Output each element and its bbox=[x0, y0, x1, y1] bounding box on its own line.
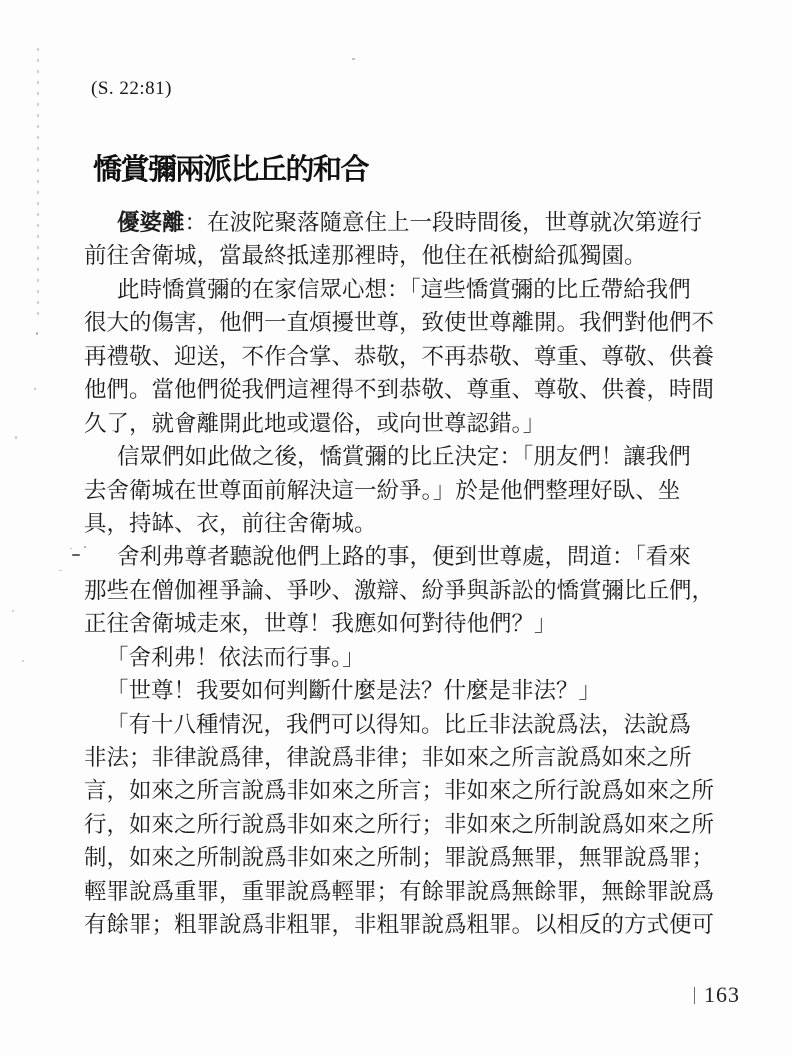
paragraph bbox=[84, 674, 744, 707]
scan-speck bbox=[15, 436, 17, 439]
text-line: 前往舍衛城，當最終抵達那裡時，他住在祇樹給孤獨園。 bbox=[84, 243, 647, 269]
speaker-name: 優婆離 bbox=[117, 210, 185, 235]
text-line: 「世尊！我要如何判斷什麼是法？什麼是非法？」 bbox=[106, 678, 602, 704]
text-line: 優婆離：在波陀聚落隨意住上一段時間後，世尊就次第遊行 bbox=[117, 210, 703, 235]
text-line: 正往舍衛城走來，世尊！我應如何對待他們？」 bbox=[84, 611, 557, 637]
text-line: 久了，就會離開此地或還俗，或向世尊認錯。」 bbox=[84, 410, 546, 436]
text-line: 他們。當他們從我們這裡得不到恭敬、尊重、尊敬、供養，時間 bbox=[84, 377, 715, 403]
page-number: 163 bbox=[704, 982, 740, 1007]
text-line: 行，如來之所行說爲非如來之所行；非如來之所制說爲如來之所 bbox=[84, 811, 715, 837]
paragraph bbox=[84, 206, 744, 273]
page-footer bbox=[694, 982, 740, 1008]
scan-speck bbox=[352, 58, 355, 60]
text-line: 「有十八種情況，我們可以得知。比丘非法說爲法，法說爲 bbox=[106, 711, 692, 737]
text-line: 舍利弗尊者聽說他們上路的事，便到世尊處，問道：「看來 bbox=[117, 544, 691, 570]
binding-scan-artifact bbox=[37, 48, 39, 316]
scan-speck bbox=[34, 388, 36, 390]
text-line: 此時憍賞彌的在家信眾心想：「這些憍賞彌的比丘帶給我們 bbox=[117, 276, 691, 302]
body-text bbox=[84, 206, 744, 942]
chapter-title: 憍賞彌兩派比丘的和合 bbox=[93, 154, 369, 187]
scan-speck bbox=[12, 610, 14, 612]
text-line: 再禮敬、迎送，不作合掌、恭敬，不再恭敬、尊重、尊敬、供養 bbox=[84, 343, 715, 369]
sutta-reference: (S. 22:81) bbox=[91, 78, 172, 99]
text-line: 有餘罪；粗罪說爲非粗罪，非粗罪說爲粗罪。以相反的方式便可 bbox=[84, 912, 715, 938]
scan-speck bbox=[70, 548, 72, 549]
text-line: 那些在僧伽裡爭論、爭吵、激辯、紛爭與訴訟的憍賞彌比丘們， bbox=[84, 577, 715, 603]
text-line: 具，持缽、衣，前往舍衛城。 bbox=[84, 510, 377, 536]
text-line: 言，如來之所言說爲非如來之所言；非如來之所行說爲如來之所 bbox=[84, 778, 715, 804]
paragraph bbox=[84, 641, 744, 674]
paragraph bbox=[84, 440, 744, 540]
text-line: 非法；非律說爲律，律說爲非律；非如來之所言說爲如來之所 bbox=[84, 745, 692, 770]
paragraph bbox=[84, 708, 744, 942]
scan-dash-artifact bbox=[72, 554, 80, 556]
scan-speck bbox=[36, 332, 38, 335]
text-line: 輕罪說爲重罪，重罪說爲輕罪；有餘罪說爲無餘罪，無餘罪說爲 bbox=[84, 878, 715, 904]
text-line: 制，如來之所制說爲非如來之所制；罪說爲無罪，無罪說爲罪； bbox=[84, 845, 715, 871]
folio-divider bbox=[694, 987, 695, 1004]
text-line: 「舍利弗！依法而行事。」 bbox=[106, 644, 365, 670]
text-line: 很大的傷害，他們一直煩擾世尊，致使世尊離開。我們對他們不 bbox=[84, 310, 715, 336]
scan-speck bbox=[59, 570, 62, 571]
scan-speck bbox=[22, 660, 24, 662]
text-line: 去舍衛城在世尊面前解決這一紛爭。」於是他們整理好臥、坐 bbox=[84, 477, 681, 503]
text-line: 信眾們如此做之後，憍賞彌的比丘決定：「朋友們！讓我們 bbox=[117, 444, 691, 470]
paragraph bbox=[84, 273, 744, 440]
paragraph bbox=[84, 540, 744, 640]
